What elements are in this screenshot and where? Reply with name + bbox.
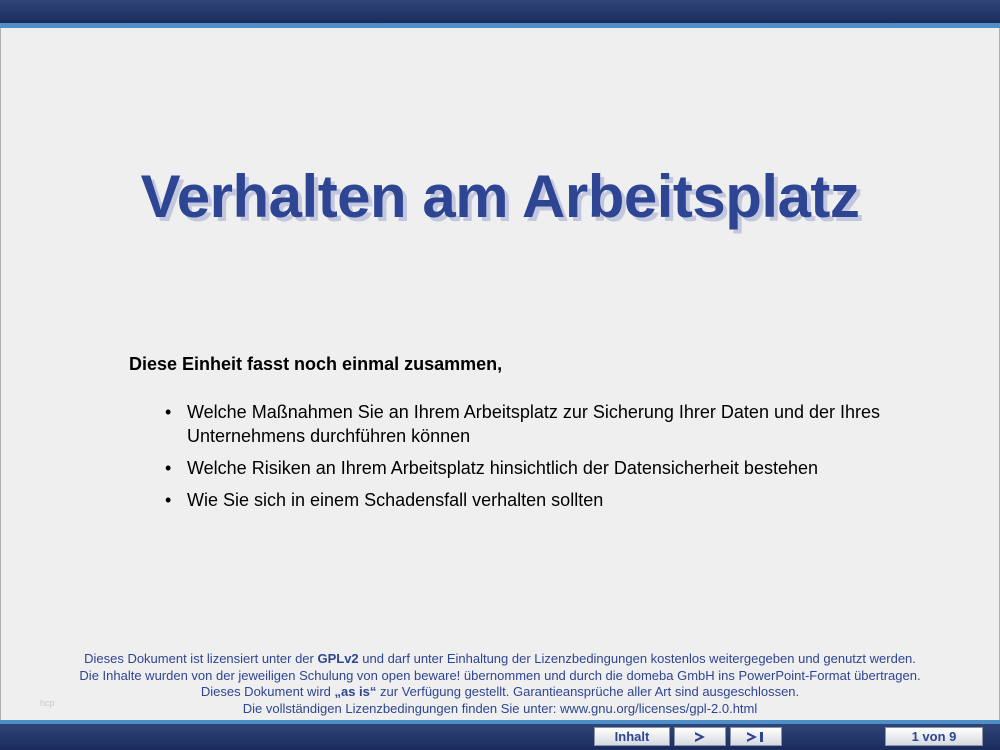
- last-slide-button[interactable]: [730, 727, 782, 746]
- bullet-dot: •: [165, 490, 172, 510]
- bullet-item: [165, 400, 885, 448]
- bullet-text: Welche Risiken an Ihrem Arbeitsplatz hinsichtlich der Datensicherheit bestehen: [187, 458, 818, 478]
- bullet-dot: •: [165, 458, 172, 478]
- license-text: Dieses Dokument wird: [200, 684, 335, 699]
- contents-button-label: Inhalt: [614, 729, 650, 744]
- license-name: GPLv2: [317, 651, 359, 666]
- bullet-item: [165, 488, 885, 512]
- contents-button[interactable]: [594, 727, 670, 746]
- watermark: hcp: [40, 698, 55, 708]
- bullet-dot: •: [165, 402, 172, 422]
- license-text: Dieses Dokument ist lizensiert unter der: [84, 651, 318, 666]
- intro-text: Diese Einheit fasst noch einmal zusammen,: [129, 354, 503, 374]
- page-indicator: [885, 727, 983, 746]
- skip-to-end-icon: [745, 731, 767, 743]
- license-notice: [0, 651, 1000, 717]
- license-line-3: [0, 684, 1000, 701]
- bullet-text: Wie Sie sich in einem Schadensfall verhalten sollten: [187, 490, 604, 510]
- chevron-right-icon: [692, 731, 708, 743]
- top-bar: [0, 0, 1000, 23]
- license-line-4: Die vollständigen Lizenzbedingungen finden Sie unter: www.gnu.org/licenses/gpl-2.0.html: [242, 700, 758, 716]
- bullet-list: [165, 400, 885, 520]
- license-text: zur Verfügung gestellt. Garantieansprüche aller Art sind ausgeschlossen.: [376, 684, 800, 699]
- bullet-item: [165, 456, 885, 480]
- as-is-text: „as is“: [334, 684, 377, 699]
- top-accent-line: [0, 23, 1000, 28]
- bottom-bar: [0, 724, 1000, 750]
- slide-title: Verhalten am Arbeitsplatz: [140, 163, 860, 230]
- page-indicator-label: 1 von 9: [911, 729, 957, 744]
- bullet-text: Welche Maßnahmen Sie an Ihrem Arbeitsplatz zur Sicherung Ihrer Daten und der Ihres Unternehmens durchführen können: [187, 402, 881, 446]
- license-line-1: [0, 651, 1000, 668]
- license-text: und darf unter Einhaltung der Lizenzbedingungen kostenlos weitergegeben und genutzt werden.: [358, 651, 916, 666]
- next-slide-button[interactable]: [674, 727, 726, 746]
- license-line-2: Die Inhalte wurden von der jeweiligen Schulung von open beware! übernommen und durch die domeba GmbH ins PowerPoint-Format übertragen.: [79, 667, 921, 683]
